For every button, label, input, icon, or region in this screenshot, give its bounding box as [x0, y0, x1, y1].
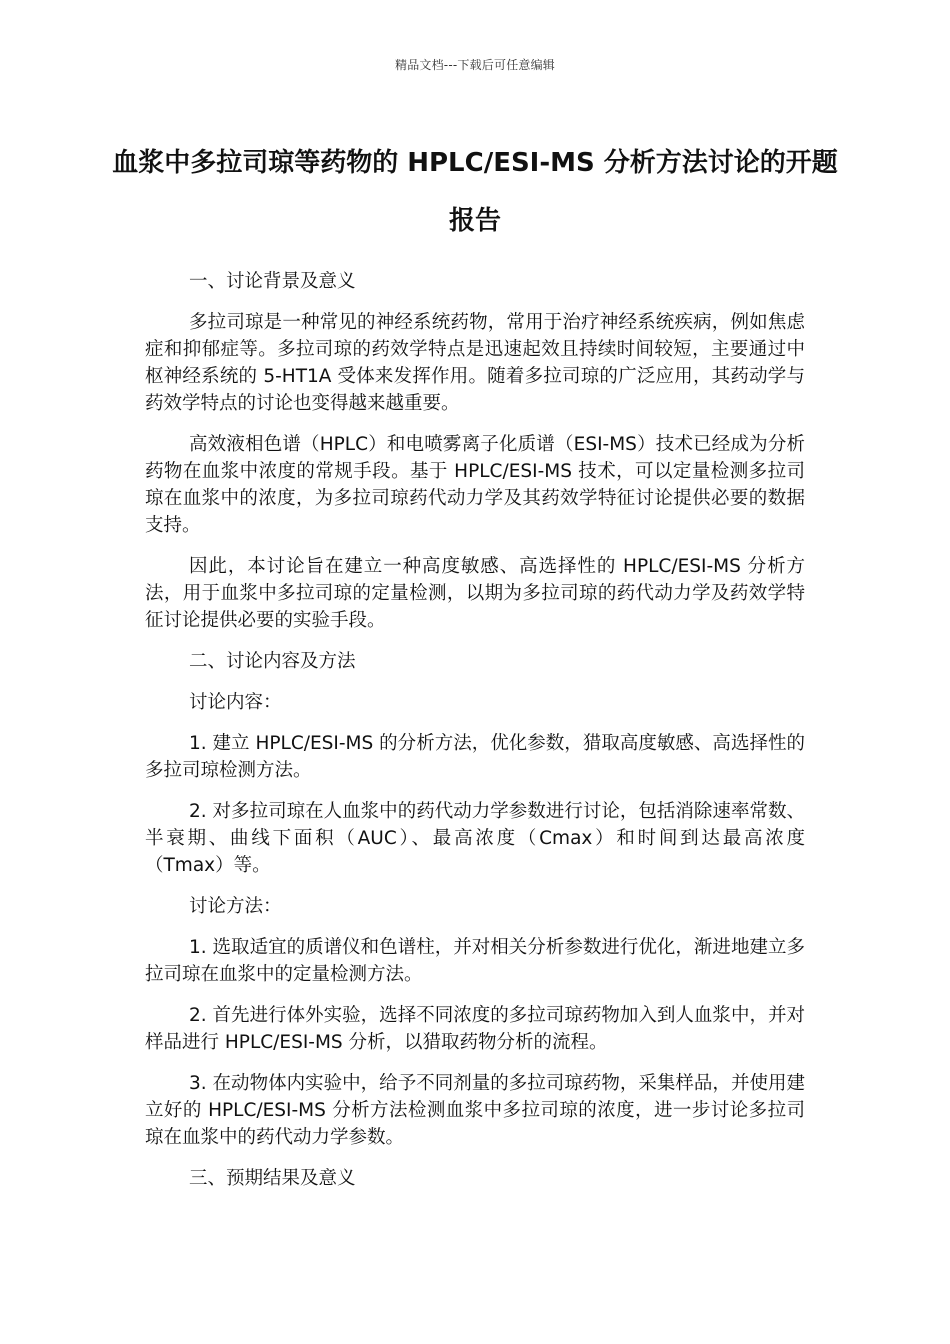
- paragraph-background-1: 多拉司琼是一种常见的神经系统药物，常用于治疗神经系统疾病，例如焦虑症和抑郁症等。多拉司琼的药效学特点是迅速起效且持续时间较短，主要通过中枢神经系统的 5-HT1A 受体来发挥作用。随着多拉司琼的广泛应用，其药动学与药效学特点的讨论也变得越来越重要。: [145, 312, 805, 414]
- subheading-method: 讨论方法：: [189, 896, 282, 917]
- method-item-3: 3. 在动物体内实验中，给予不同剂量的多拉司琼药物，采集样品，并使用建立好的 HPLC/ESI-MS 分析方法检测血浆中多拉司琼的浓度，进一步讨论多拉司琼在血浆中的药代动力学参数。: [145, 1073, 805, 1148]
- document-title: 血浆中多拉司琼等药物的 HPLC/ESI-MS 分析方法讨论的开题报告: [112, 148, 838, 236]
- method-item-1: 1. 选取适宜的质谱仪和色谱柱，并对相关分析参数进行优化，渐进地建立多拉司琼在血浆中的定量检测方法。: [145, 937, 805, 985]
- subheading-content: 讨论内容：: [189, 692, 282, 713]
- paragraph-background-2: 高效液相色谱（HPLC）和电喷雾离子化质谱（ESI-MS）技术已经成为分析药物在血浆中浓度的常规手段。基于 HPLC/ESI-MS 技术，可以定量检测多拉司琼在血浆中的浓度，为多拉司琼药代动力学及其药效学特征讨论提供必要的数据支持。: [145, 434, 805, 536]
- document-body: [145, 268, 805, 1206]
- page-header: 精品文档---下载后可任意编辑: [395, 58, 555, 72]
- method-item-2: 2. 首先进行体外实验，选择不同浓度的多拉司琼药物加入到人血浆中，并对样品进行 HPLC/ESI-MS 分析，以猎取药物分析的流程。: [145, 1005, 805, 1053]
- content-item-1: 1. 建立 HPLC/ESI-MS 的分析方法，优化参数，猎取高度敏感、高选择性的多拉司琼检测方法。: [145, 733, 805, 781]
- section-heading-background: 一、讨论背景及意义: [189, 271, 356, 292]
- section-heading-expected-results: 三、预期结果及意义: [189, 1168, 356, 1189]
- section-heading-content-method: 二、讨论内容及方法: [189, 651, 356, 672]
- paragraph-background-3: 因此，本讨论旨在建立一种高度敏感、高选择性的 HPLC/ESI-MS 分析方法，用于血浆中多拉司琼的定量检测，以期为多拉司琼的药代动力学及药效学特征讨论提供必要的实验手段。: [145, 556, 805, 631]
- content-item-2: 2. 对多拉司琼在人血浆中的药代动力学参数进行讨论，包括消除速率常数、半衰期、曲线下面积（AUC）、最高浓度（Cmax）和时间到达最高浓度（Tmax）等。: [145, 801, 805, 876]
